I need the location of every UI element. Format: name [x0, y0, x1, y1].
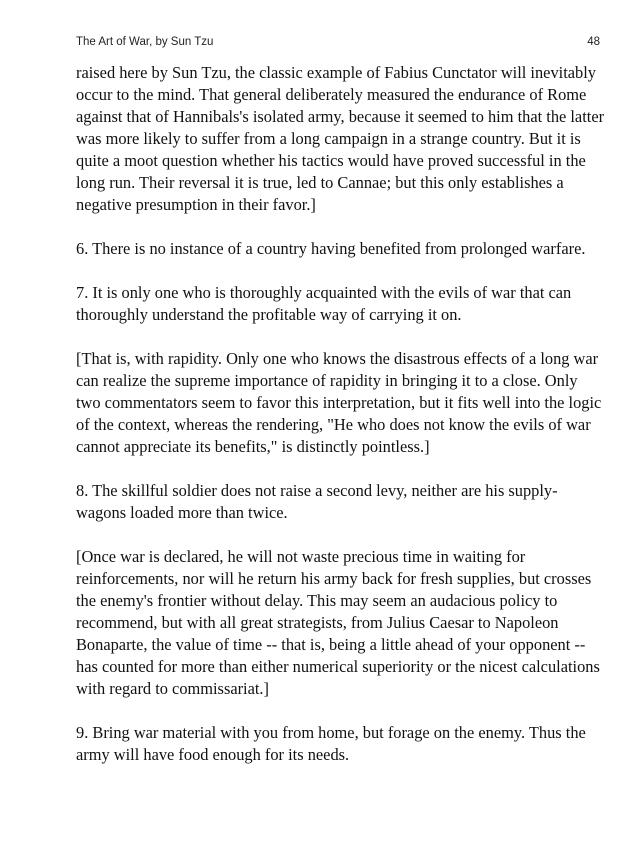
running-title: The Art of War, by Sun Tzu [76, 36, 214, 48]
page-number: 48 [587, 36, 600, 48]
paragraph-commentary-time: [Once war is declared, he will not waste precious time in waiting for reinforcements, nor will he return his army back for fresh supplies, but crosses the enemy's frontier without delay. This may seem an audacious policy to recommend, but with all great strategists, from Julius Caesar to Napoleon Bonaparte, the value of time -- that is, being a little ahead of your opponent -- has counted for more than either numerical superiority or the nicest calculations with regard to commissariat.] [76, 547, 600, 698]
paragraph-verse-9: 9. Bring war material with you from home, but forage on the enemy. Thus the army will have food enough for its needs. [76, 723, 586, 764]
paragraph-verse-7: 7. It is only one who is thoroughly acquainted with the evils of war that can thoroughly understand the profitable way of carrying it on. [76, 283, 572, 324]
paragraph-commentary-fabius: raised here by Sun Tzu, the classic example of Fabius Cunctator will inevitably occur to the mind. That general deliberately measured the endurance of Rome against that of Hannibals's isolated army, because it seemed to him that the latter was more likely to suffer from a long campaign in a strange country. But it is quite a moot question whether his tactics would have proved successful in the long run. Their reversal it is true, led to Cannae; but this only establishes a negative presumption in their favor.] [76, 63, 605, 214]
paragraph-verse-8: 8. The skillful soldier does not raise a second levy, neither are his supply-wagons loaded more than twice. [76, 481, 558, 522]
page-header [76, 36, 600, 52]
paragraph-commentary-rapidity: [That is, with rapidity. Only one who knows the disastrous effects of a long war can realize the supreme importance of rapidity in bringing it to a close. Only two commentators seem to favor this interpretation, but it fits well into the logic of the context, whereas the rendering, "He who does not know the evils of war cannot appreciate its benefits," is distinctly pointless.] [76, 349, 602, 456]
page-body [76, 62, 606, 788]
paragraph-verse-6: 6. There is no instance of a country having benefited from prolonged warfare. [76, 239, 586, 258]
